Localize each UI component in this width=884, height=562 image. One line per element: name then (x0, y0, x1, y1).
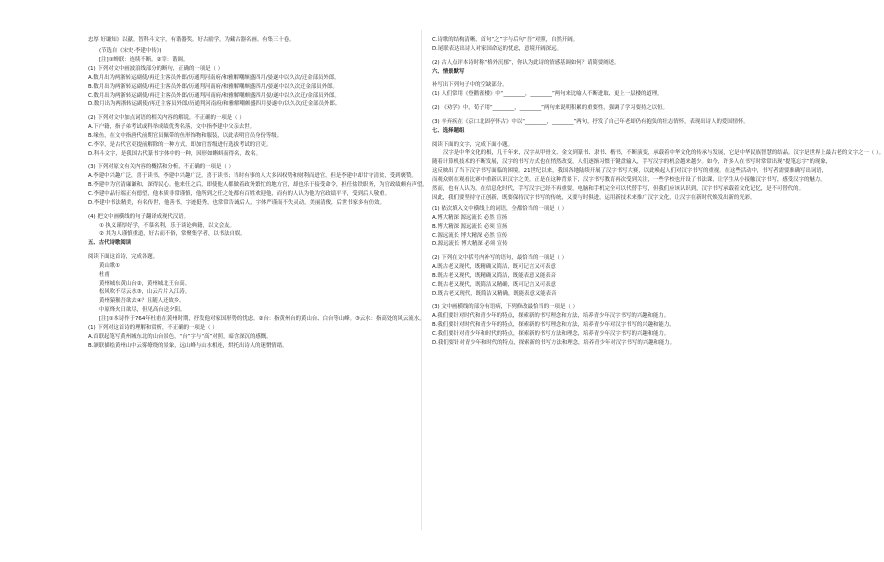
question-stem: (1) 依次填入文中横线上的词语，全都恰当的一项是（ ） (432, 206, 568, 212)
right-column (432, 36, 884, 348)
poem-line: 黄州猿猴吾欲去④？且随人还故乡。 (99, 298, 185, 305)
passage-text-line: 汉字是中华文化的根，几千年来，汉字从甲骨文、金文到篆书、隶书、楷书，不断演变，承载着中华文化的传承与发展，它是中华民族智慧的结晶。汉字是世界上最古老的文字之一（ ）。 (443, 150, 884, 157)
poem-line: 松风吹不尽云水③，山云片片入江涛。 (99, 289, 191, 296)
option-b: B.颔联描绘黄州山中云雾缭绕的景象，远山峰与山水相连，烘托出诗人的迷惘情绪。 (88, 342, 288, 349)
option-a: A.李建中兴趣广泛，喜于读书，李建中兴趣广泛，喜于读书；当时有事的人大多因权势和财利而进官，但是李建中却甘守清贫，受到褒赞。 (88, 173, 417, 180)
passage-text-line: 这反映出了当下汉字书写面临的困境。21世纪以来，我国各地陆续开展了汉字书写大赛，以此唤起人们对汉字书写的重视。在这些活动中，书写者需要准确写出词语， (432, 168, 827, 175)
fill-blank-item: (3) 辛弃疾在《京口北固亭怀古》中以“________，________”两句，抒发了自己年老却仍有抱负的壮志情怀，表现出诗人的爱国情怀。 (432, 118, 749, 125)
option-b: B.既古老又现代，既精确又简洁，既能表意又能表音 (432, 272, 557, 279)
option-d: D.尾联表达出诗人对家国命运的忧虑，意境开阔深远。 (432, 45, 562, 52)
question-stem: (1) 下列对这首诗的理解和赏析，不正确的一项是（ ） (88, 324, 218, 331)
option-c: C.我们要针对青少年和时代的特点，探索新的书写方法和理念，培养青少年汉字书写的兴趣和能力。 (432, 330, 670, 337)
option-c: C.诗歌的结构清晰，首句“之”字与后句“吾”对照，自然开阔。 (432, 37, 579, 43)
option-c: C.数月出为两浙转运副使/再迁主客员外郎/历通判河南府/和雅解嘲颇盛四月晏/遂中以久次迁/金部员外郎。 (88, 92, 340, 99)
passage-text-line: 忠厚 好谦知》以献。智科斗文字，有谐器奖。好古励学，为藏古器名画。有集三十卷。 (88, 37, 295, 43)
poem-note: [注]①本诗作于764年杜甫在黄州时期，抒发他对家国形势的忧虑。②台：指黄州台的黄山台、白台等山峰。③云水：指高处的风云流水。 (99, 315, 425, 322)
translation-item: ② 其为人谨慎重道，好古而不俗，常聚集学者，以书法自娱。 (99, 231, 246, 238)
option-a: A.首联起笔写黄州城东北的山台景色，“台”字与“高”对照，暗含深沉的感慨。 (88, 333, 272, 340)
section-instruction: 阅读下面这首诗，完成各题。 (88, 254, 159, 261)
option-d: D.数月出为两浙转运副使/再迁主客员外郎/历通判河南府/和雅解嘲颇盛四月晏遂中/以久次/迁金部员外郎。 (88, 101, 341, 108)
section-instruction: 补写出下列句子中的空缺部分。 (432, 82, 508, 89)
option-b: B.缘鱼，在文中指唐代前期官员佩带的鱼形饰物和服装，以此表明官员身份等级。 (88, 132, 283, 139)
column-divider (421, 30, 422, 530)
poem-title: 黄山歌① (99, 262, 121, 269)
fill-blank-item: (1) 人们常用《登鹳雀楼》中“________，________”两句来比喻人不断进取、更上一层楼的道理。 (432, 91, 663, 98)
question-stem: (2) 下列在文中括号内补写的语句，最恰当的一项是（ ） (432, 255, 568, 262)
option-b: B.李建中为官清廉谦和，深得民心。他来任之后，即使他人都做着政务繁忙的地方官，却也乐于接受命令，担任盐铁职务，为官政绩颇有声望。 (88, 182, 428, 189)
option-b: B.博大精深 源远流长 必须 宣扬 (432, 223, 508, 230)
option-a: A.既古老又现代，既精确又简洁，既可记言又可表意 (432, 264, 556, 271)
option-c: C.既古老又现代，既简洁又精确，既可记言又可表意 (432, 281, 557, 288)
option-c: C.源远流长 博大精深 必然 宣传 (432, 232, 508, 239)
option-b: B.我们要针对时代和青少年的特点，探索新的书写理念和方法，培养青少年对汉字书写的兴趣和能力。 (432, 322, 675, 329)
option-a: A.数月出为两浙转运副使/再迁主客员外郎/历通判河南府/和雅解嘲颇盛四月/晏遂中以久次/迁金部员外郎。 (88, 74, 340, 81)
passage-text-line: 随着计算机技术的不断发展，汉字的书写方式也在悄然改变，人们逐渐习惯于键盘输入，手写汉字的机会越来越少。如今，许多人在书写时常常出现“提笔忘字”的现象， (432, 159, 832, 166)
option-d: D.源远流长 博大精深 必须 宣传 (432, 241, 508, 248)
option-a: A.博大精深 源远流长 必然 宣扬 (432, 214, 508, 221)
question-stem: (4) 把文中画横线的句子翻译成现代汉语。 (88, 213, 189, 220)
option-d: D.李建中书法精美，有名传世，他善书，字迹挺秀，也常常告诫后人，字体严谨而不失灵动，美丽清俊，后世书家多有仿效。 (88, 199, 385, 206)
question-stem: (2) 下列对文中加点词语的相关内容的解说，不正确的一项是（ ） (88, 115, 245, 122)
option-d: D.既古老又现代，既简洁又精确，既能表意又能表音 (432, 290, 557, 297)
poem-line: 黄州城东黄山台②，黄州城北王台高。 (99, 280, 191, 287)
passage-text-line: 然而，也有人认为，在信息化时代，手写汉字已经不再重要，电脑和手机完全可以代替手写，但我们应该认识到，汉字书写承载着文化记忆，是不可替代的。 (432, 185, 804, 192)
option-a: A.下户籍，指子弟考试或科举成绩优秀名落，文中指李建中父亲去世。 (88, 124, 256, 131)
question-stem: (3) 下列对原文有关内容的概括和分析，不正确的一项是（ ） (88, 164, 234, 171)
passage-text-line: 因此，我们要坚持守正创新，既要保持汉字书写的传统，又要与时俱进，运用新技术来推广汉字文化，让汉字在新时代焕发出新的光彩。 (432, 194, 756, 201)
option-a: A.我们要针对时代和青少年的特点，探索新的书写理念和方法，培养青少年汉字书写的兴趣和能力。 (432, 313, 670, 320)
left-column (88, 36, 428, 350)
passage-source: (节选自《宋史·李建中传》) (99, 48, 162, 55)
poem-author: 杜甫 (99, 271, 110, 278)
option-d: D.科斗文字，是我国古代篆书字体中的一种，因形如蝌蚪而得名，故名。 (88, 150, 261, 157)
option-b: B.数月出为两浙转运副使/再迁主客员外郎/历通判河南府/和雅解嘲颇盛四月/晏遂中以久次迁金部员外郎。 (88, 83, 338, 90)
option-d: D.我们要针对青少年和时代的特点，探索新的书写方法和理念，培养青少年对汉字书写的兴趣和能力。 (432, 339, 676, 346)
question-stem: (3) 文中画横线的部分有语病，下列修改最恰当的一项是（ ） (432, 304, 578, 311)
section-heading: 七、选择题组 (432, 127, 465, 134)
section-instruction: 阅读下面的文字，完成下面小题。 (432, 141, 513, 148)
section-heading: 六、情景默写 (432, 68, 465, 75)
poem-line: 中原烽火日欲尽，但见高台送夕阳。 (99, 307, 186, 314)
option-c: C.李建中品行端正有德望，他本质非常谨慎，他所到之任之处都有百姓欢迎他，而有的人认为他为官政绩平平，受到后人敬重。 (88, 191, 390, 197)
question-stem: (2) 古人点评本诗时称“格外沉郁”，你认为此诗的情感基调如何？请简要阐述。 (432, 59, 620, 66)
passage-note: [注]①蝉联：连续不断。②宰：谐调。 (99, 57, 189, 64)
question-stem: (1) 下列对文中画波浪线部分的断句，正确的一项是（ ） (88, 66, 224, 73)
section-heading: 五、古代诗歌阅读 (88, 240, 132, 247)
option-c: C.李宰，是古代官吏提前解除的一种方式，即加官晋级进行选拔考试的官吏。 (88, 141, 272, 148)
fill-blank-item: (2) 《劝学》中，荀子用“________，________”两句来说明积累的重要性，强调了学习要持之以恒。 (432, 105, 668, 112)
translation-item: ① 执义谨厚好学，不慕名利，乐于谈论典籍，以文会友。 (99, 222, 235, 229)
passage-text-line: 而观众则在观看比赛中重新认识汉字之美。正是在这种背景下，汉字书写教育再次受到关注，一些学校也开设了书法课，让学生从小接触汉字书写，感受汉字的魅力。 (432, 176, 826, 183)
